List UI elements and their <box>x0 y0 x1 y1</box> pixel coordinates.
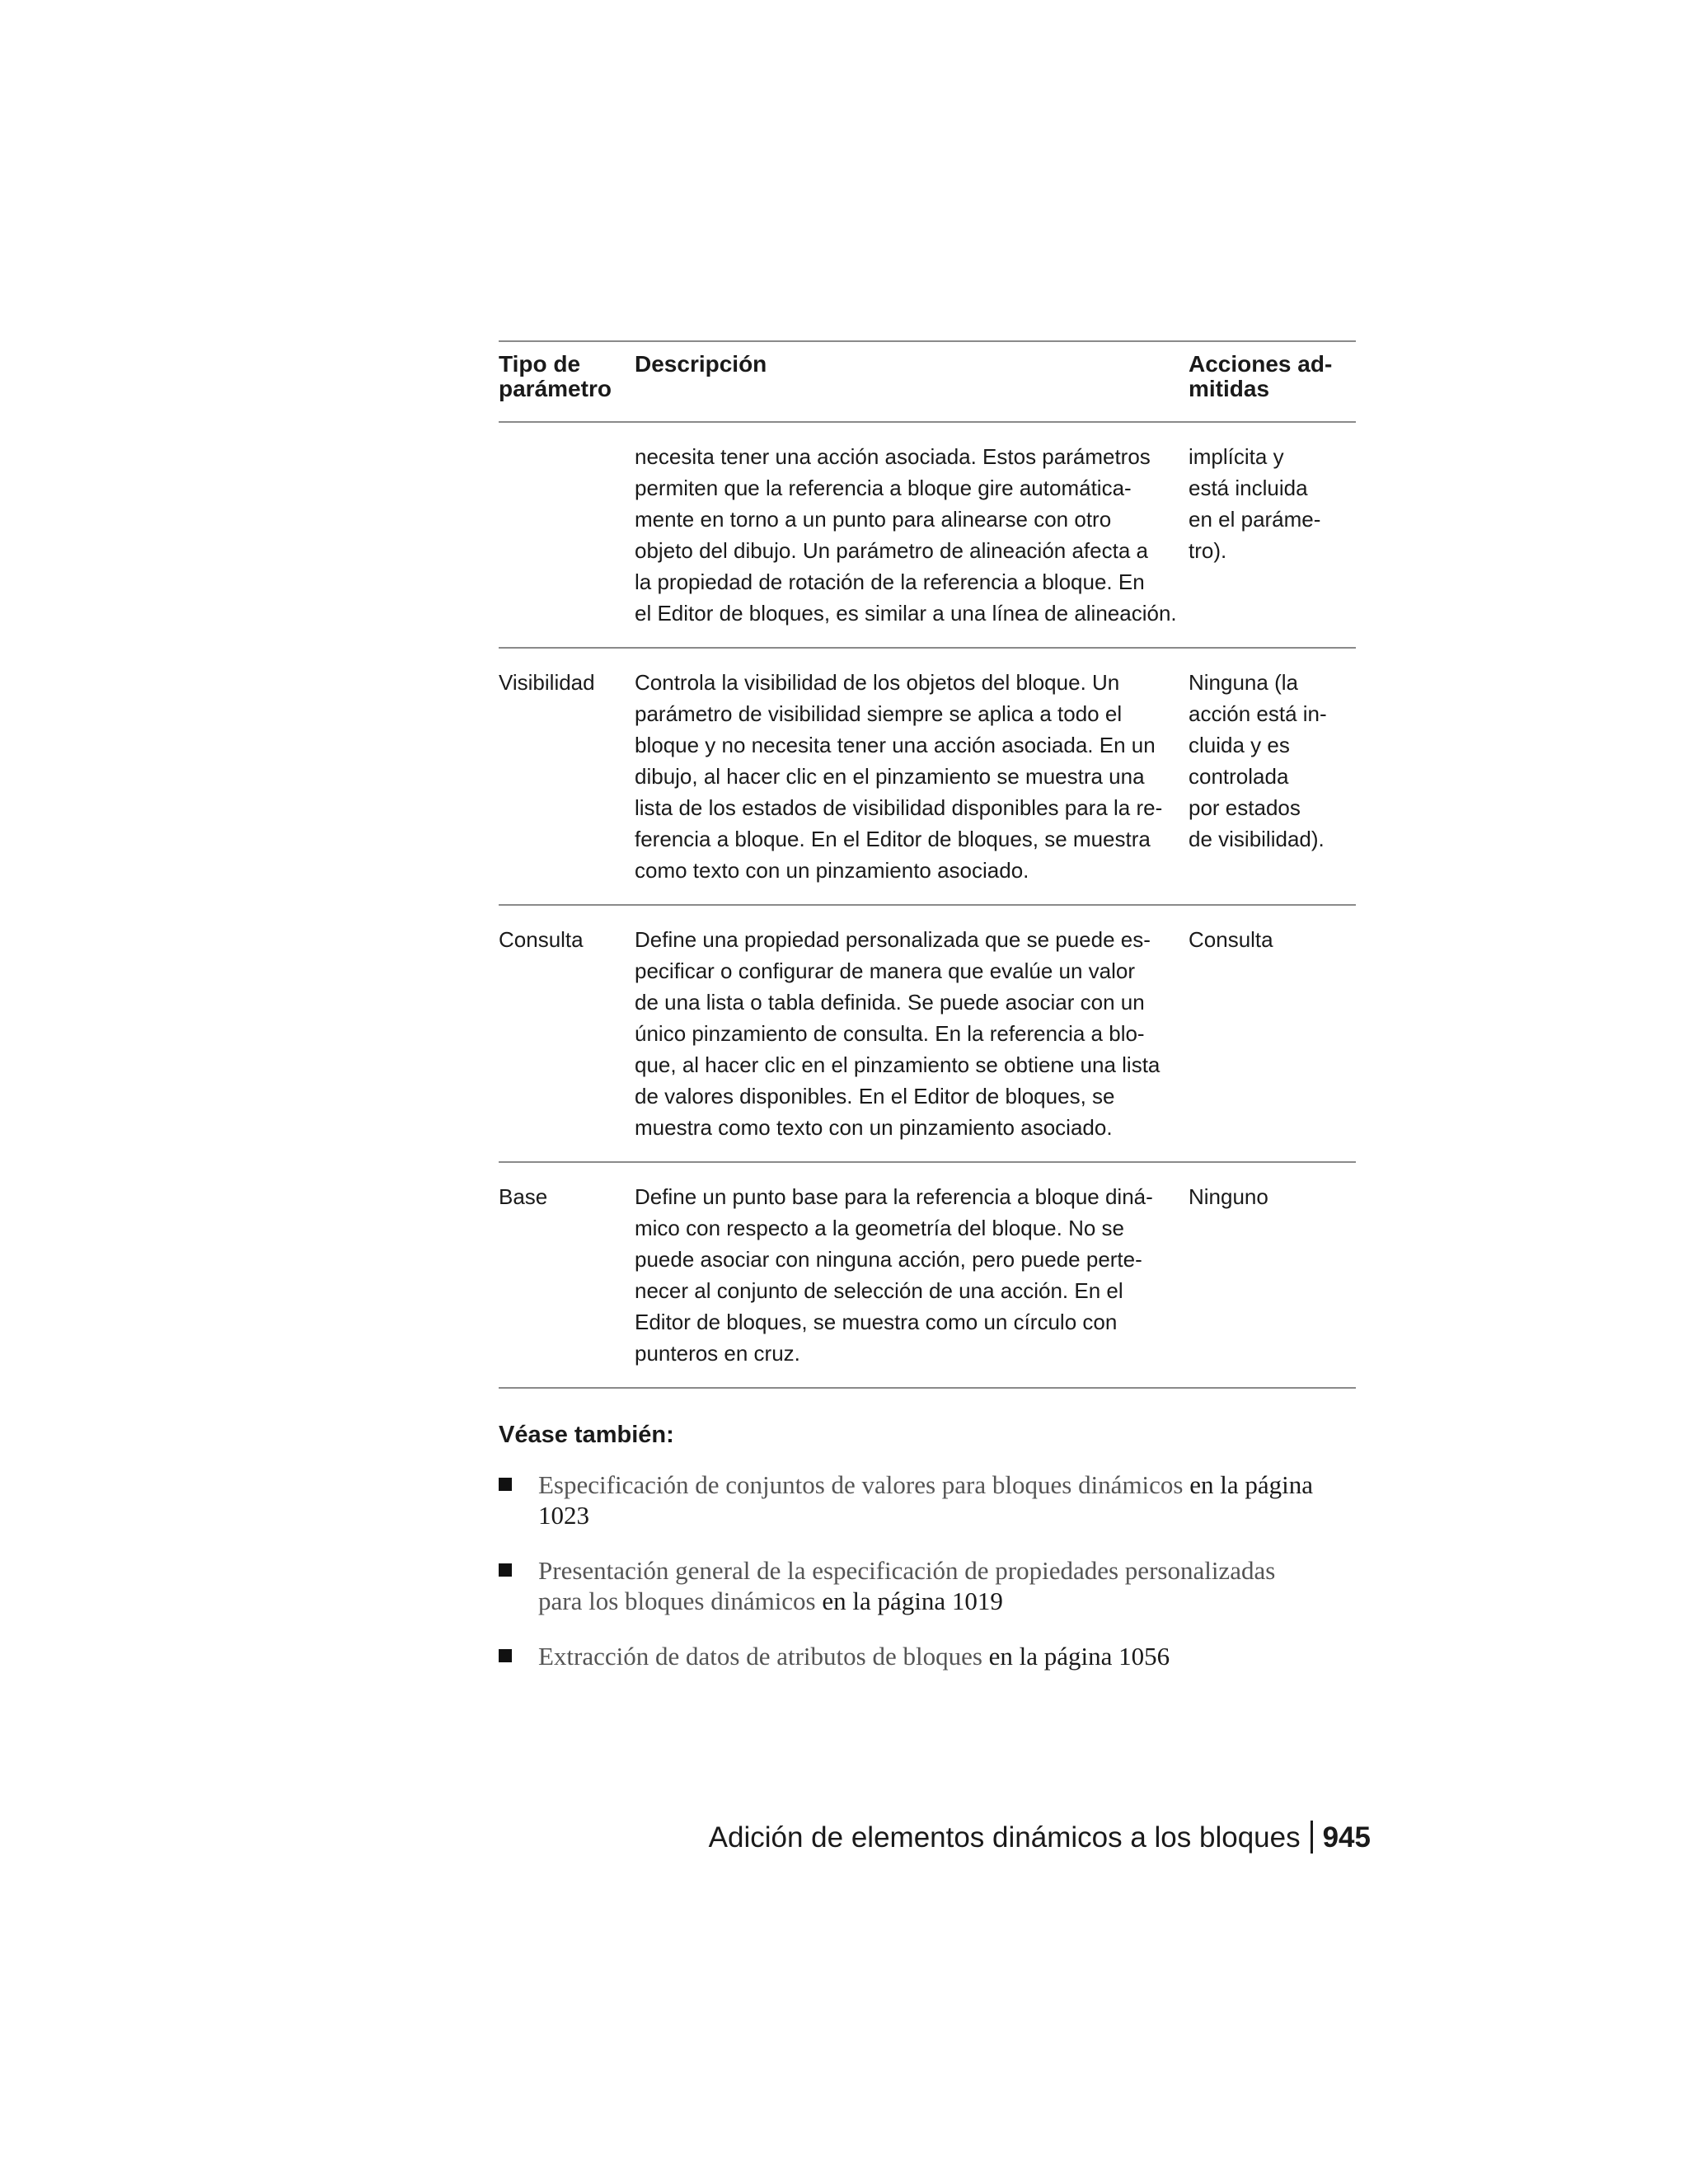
table-row <box>499 422 1356 648</box>
row-parameter-type <box>499 422 635 648</box>
square-bullet-icon <box>499 1563 512 1577</box>
header-parameter-type: Tipo de parámetro <box>499 351 612 401</box>
list-item[interactable] <box>499 1641 1356 1671</box>
page-reference: en la página 1023 <box>538 1470 1314 1530</box>
table-row <box>499 648 1356 905</box>
square-bullet-icon <box>499 1478 512 1491</box>
page-content <box>499 340 1356 1696</box>
list-item[interactable] <box>499 1469 1356 1530</box>
header-description: Descripción <box>635 351 767 377</box>
page-reference: en la página 1056 <box>982 1642 1170 1671</box>
table-row <box>499 1162 1356 1388</box>
row-actions: Ninguna (la acción está in- cluida y es controlada por estados de visibilidad). <box>1189 670 1327 851</box>
parameter-table <box>499 340 1356 1389</box>
row-actions: Ninguno <box>1189 1184 1268 1209</box>
see-also-heading: Véase también: <box>499 1422 674 1448</box>
reference-link[interactable]: Extracción de datos de atributos de bloques <box>538 1642 982 1671</box>
page-reference: en la página 1019 <box>815 1586 1003 1615</box>
see-also-list <box>499 1469 1356 1671</box>
row-parameter-type: Base <box>499 1184 548 1209</box>
row-parameter-type: Visibilidad <box>499 670 595 695</box>
reference-link[interactable]: Presentación general de la especificación de propiedades personalizadas para los bloques dinámicos <box>538 1556 1276 1615</box>
page-footer <box>709 1820 1371 1856</box>
header-supported-actions: Acciones ad- mitidas <box>1189 351 1333 401</box>
page-number: 945 <box>1322 1821 1371 1854</box>
table-header-row <box>499 341 1356 422</box>
footer-separator <box>1311 1821 1313 1854</box>
table-row <box>499 905 1356 1162</box>
reference-link[interactable]: Especificación de conjuntos de valores para bloques dinámicos <box>538 1470 1184 1499</box>
footer-section-title: Adición de elementos dinámicos a los bloques <box>708 1821 1301 1854</box>
row-parameter-type: Consulta <box>499 927 584 952</box>
row-actions: implícita y está incluida en el paráme- tro). <box>1189 444 1321 563</box>
row-description: Define una propiedad personalizada que se puede es- pecificar o configurar de manera que evalúe un valor de una lista o tabla definida. Se puede asociar con un único pinzamiento de consulta. En la referencia a blo- que, al hacer clic en el pinzamiento se obtiene una lista de valores disponibles. En el Editor de bloques, se muestra como texto con un pinzamiento asociado. <box>635 927 1160 1140</box>
list-item[interactable] <box>499 1555 1356 1616</box>
row-description: necesita tener una acción asociada. Estos parámetros permiten que la referencia a bloque gire automática- mente en torno a un punto para alinearse con otro objeto del dibujo. Un parámetro de alineación afecta a la propiedad de rotación de la referencia a bloque. En el Editor de bloques, es similar a una línea de alineación. <box>635 444 1177 626</box>
square-bullet-icon <box>499 1649 512 1662</box>
row-actions: Consulta <box>1189 927 1273 952</box>
row-description: Controla la visibilidad de los objetos del bloque. Un parámetro de visibilidad siempre se aplica a todo el bloque y no necesita tener una acción asociada. En un dibujo, al hacer clic en el pinzamiento se muestra una lista de los estados de visibilidad disponibles para la re- ferencia a bloque. En el Editor de bloques, se muestra como texto con un pinzamiento asociado. <box>635 670 1163 883</box>
row-description: Define un punto base para la referencia a bloque diná- mico con respecto a la geometría del bloque. No se puede asociar con ninguna acción, pero puede perte- necer al conjunto de selección de una acción. En el Editor de bloques, se muestra como un círculo con punteros en cruz. <box>635 1184 1153 1366</box>
